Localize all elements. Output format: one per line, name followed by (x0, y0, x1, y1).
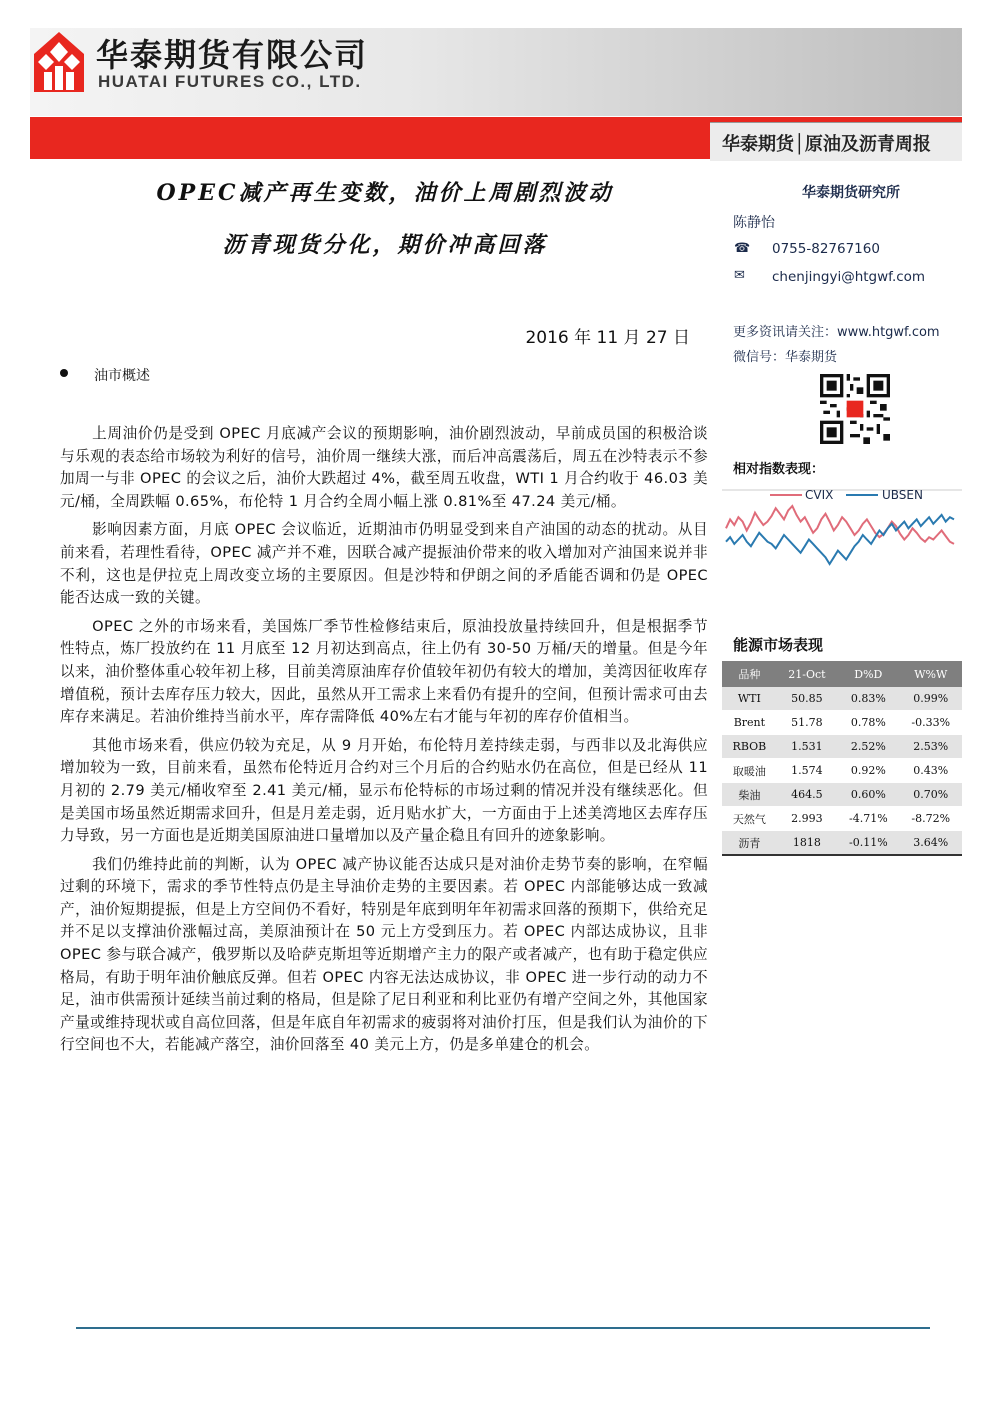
table-cell: -0.33% (900, 711, 962, 735)
phone-icon: ☎ (734, 241, 751, 256)
table-cell: 0.99% (900, 687, 962, 711)
column-header: 21-Oct (777, 661, 837, 687)
more-info-link[interactable]: 更多资讯请关注：www.htgwf.com (733, 325, 940, 340)
qr-code (820, 374, 890, 444)
paragraph: 影响因素方面，月底 OPEC 会议临近，近期油市仍明显受到来自产油国的动态的扰动。从目前来看，若理性看待，OPEC 减产并不难，因联合减产提振油价带来的收入增加对产油国来说并非不利，这也是伊拉克上周改变立场的主要原因。但是沙特和伊朗之间的矛盾能否调和仍是 OPEC 能否达成一致的关键。 (60, 521, 708, 607)
bullet-icon (60, 369, 68, 377)
table-cell: 1818 (777, 831, 837, 856)
column-header: 品种 (722, 661, 777, 687)
table-cell: -0.11% (837, 831, 899, 856)
table-cell: 2.993 (777, 807, 837, 831)
paragraph: OPEC 之外的市场来看，美国炼厂季节性检修结束后，原油投放量持续回升，但是根据季节性特点，炼厂投放约在 11 月底至 12 月初达到高点，往上仍有 30-50 万桶/天的增量。但是今年以来，油价整体重心较年初上移，目前美湾原油库存价值较年初仍有较大的增加，美湾因征收库存增值税，预计去库存压力较大，因此，虽然从开工需求上来看仍有提升的空间，但预计需求可由去库存来满足。若油价维持当前水平，库存需降低 40%左右才能与年初的库存价值相当。 (60, 617, 708, 726)
analyst-phone: 0755-82767160 (772, 241, 880, 257)
table-cell: 0.83% (837, 687, 899, 711)
company-name-cn: 华泰期货有限公司 (96, 36, 369, 74)
table-cell: 464.5 (777, 783, 837, 807)
company-logo (32, 30, 86, 94)
column-header: D%D (837, 661, 899, 687)
table-row (722, 711, 962, 735)
table-cell: 2.52% (837, 735, 899, 759)
article-body (60, 423, 708, 1063)
analyst-email[interactable]: chenjingyi@htgwf.com (772, 269, 926, 285)
energy-market-title: 能源市场表现 (733, 636, 824, 654)
table-row (722, 759, 962, 783)
report-title-line2: 沥青现货分化，期价冲高回落 (222, 232, 548, 258)
table-header-row (722, 661, 962, 687)
column-header: W%W (900, 661, 962, 687)
analyst-name: 陈静怡 (733, 215, 775, 231)
table-cell: 51.78 (777, 711, 837, 735)
relative-index-label: 相对指数表现： (733, 462, 825, 477)
table-cell: 0.92% (837, 759, 899, 783)
section-heading: 油市概述 (94, 368, 150, 384)
report-name: 华泰期货│原油及沥青周报 (722, 134, 931, 155)
paragraph: 我们仍维持此前的判断，认为 OPEC 减产协议能否达成只是对油价走势节奏的影响，在窄幅过剩的环境下，需求的季节性特点仍是主导油价走势的主要因素。若 OPEC 内部能够达成一致减产，油价短期提振，但是上方空间仍不看好，特别是年底到明年年初需求回落的预期下，供给充足并不足以支撑油价涨幅过高，美原油预计在 50 元上方受到压力。若 OPEC 内部达成协议，且非 OPEC 参与联合减产，俄罗斯以及哈萨克斯坦等近期增产主力的限产或者减产，也有助于稳定供应格局，有助于明年油价触底反弹。但若 OPEC 内容无法达成协议，非 OPEC 进一步行动的动力不足，油市供需预计延续当前过剩的格局，但是除了尼日利亚和利比亚仍有增产空间之外，其他国家产量或维持现状或自高位回落，但是年底自年初需求的疲弱将对油价打压，但是我们认为油价的下行空间也不大，若能减产落空，油价回落至 40 美元上方，仍是多单建仓的机会。 (60, 855, 708, 1054)
footer-rule (76, 1327, 930, 1329)
table-cell: 50.85 (777, 687, 837, 711)
table-cell: RBOB (722, 735, 777, 759)
table-cell: 天然气 (722, 807, 777, 831)
table-cell: 1.574 (777, 759, 837, 783)
table-cell: Brent (722, 711, 777, 735)
table-cell: 0.70% (900, 783, 962, 807)
paragraph: 其他市场来看，供应仍较为充足，从 9 月开始，布伦特月差持续走弱，与西非以及北海供应增加较为一致，目前来看，虽然布伦特近月合约对三个月后的合约贴水仍在高位，但是已经从 11 月初的 2.79 美元/桶收窄至 2.41 美元/桶，显示布伦特标的市场过剩的情况并没有继续恶化。但是美国市场虽然近期需求回升，但是月差走弱，近月贴水扩大，一方面由于上述美湾地区去库存压力导致，另一方面也是近期美国原油进口量增加以及产量企稳且有回升的迹象影响。 (60, 736, 708, 845)
table-cell: 0.60% (837, 783, 899, 807)
table-cell: 柴油 (722, 783, 777, 807)
table-cell: 1.531 (777, 735, 837, 759)
report-date: 2016 年 11 月 27 日 (525, 328, 690, 348)
wechat-id: 微信号：华泰期货 (733, 350, 838, 365)
legend-label-cvix: CVIX (805, 488, 834, 502)
table-row (722, 807, 962, 831)
legend-label-ubsen: UBSEN (882, 488, 923, 502)
table-cell: 0.43% (900, 759, 962, 783)
relative-index-chart (722, 484, 962, 594)
company-name-en: HUATAI FUTURES CO., LTD. (98, 72, 362, 91)
table-cell: WTI (722, 687, 777, 711)
table-cell: 2.53% (900, 735, 962, 759)
table-row (722, 783, 962, 807)
table-cell: 0.78% (837, 711, 899, 735)
table-cell: -8.72% (900, 807, 962, 831)
table-row (722, 687, 962, 711)
table-cell: 取暖油 (722, 759, 777, 783)
table-cell: -4.71% (837, 807, 899, 831)
report-title-line1: OPEC减产再生变数，油价上周剧烈波动 (156, 180, 614, 206)
paragraph: 上周油价仍是受到 OPEC 月底减产会议的预期影响，油价剧烈波动，早前成员国的积极洽谈与乐观的表态给市场较为利好的信号，油价周一继续大涨，而后冲高震荡后，周五在沙特表示不参加周一与非 OPEC 的会议之后，油价大跌超过 4%，截至周五收盘，WTI 1 月合约收于 46.03 美元/桶，全周跌幅 0.65%，布伦特 1 月合约全周小幅上涨 0.81%至 47.24 美元/桶。 (60, 425, 708, 510)
table-row (722, 831, 962, 856)
table-cell: 3.64% (900, 831, 962, 856)
table-row (722, 735, 962, 759)
research-institute: 华泰期货研究所 (802, 185, 900, 201)
table-cell: 沥青 (722, 831, 777, 856)
energy-market-table (722, 661, 962, 856)
mail-icon: ✉ (734, 268, 745, 283)
